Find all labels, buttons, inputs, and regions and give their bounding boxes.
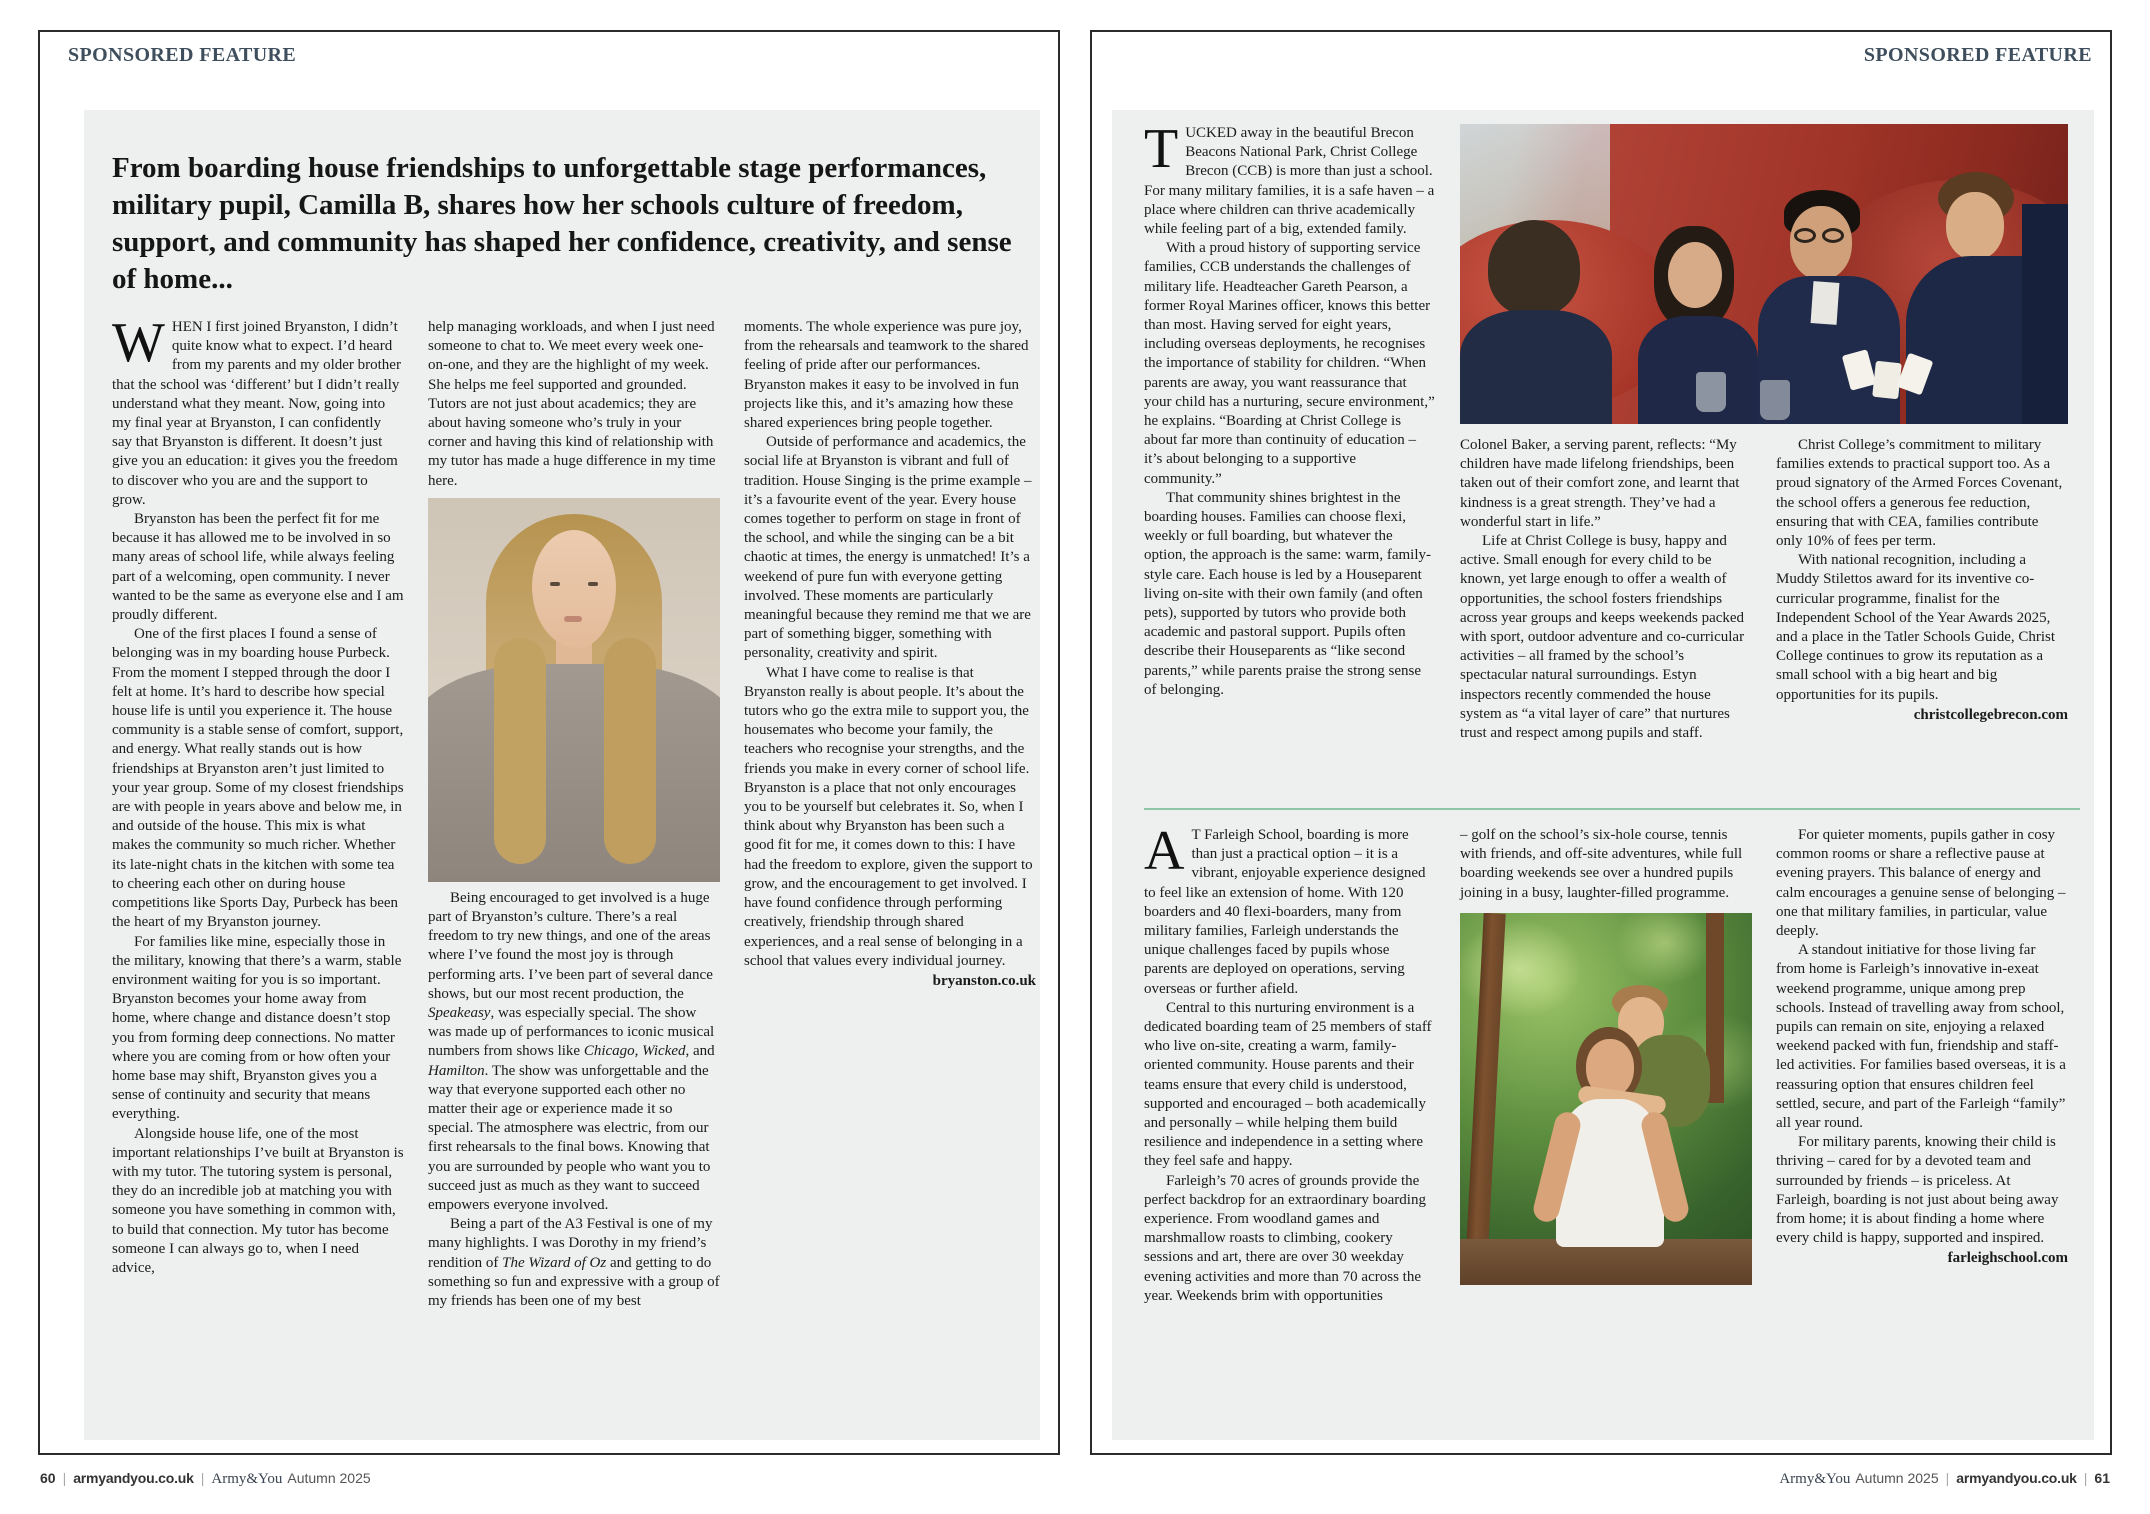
dropcap-letter: W [112, 312, 165, 374]
photo-hair-front-right [604, 638, 656, 864]
magazine-website: armyandyou.co.uk [1956, 1470, 2077, 1486]
farleigh-column-1 [1144, 820, 1436, 1306]
text-run: Being a part of the A3 Festival is one of my many highlights. I was Dorothy in my friend’s rendition of [428, 1216, 713, 1271]
footer-separator: | [200, 1470, 205, 1486]
body-paragraph: moments. The whole experience was pure joy, from the rehearsals and teamwork to the shared feeling of pride after our performances. Bryanston makes it easy to be involved in fun projects like this, and it’s amazing how these shared experiences bring people together. [744, 319, 1029, 432]
text-run: , and [685, 1043, 715, 1060]
photo-glasses-frame-left [1794, 228, 1816, 243]
photo-pupil-back-of-head [1488, 220, 1580, 316]
photo-face [532, 530, 616, 648]
ccb-column-1 [1144, 118, 1436, 796]
ccb-column-2 [1460, 436, 1752, 743]
body-paragraph: Central to this nurturing environment is a dedicated boarding team of 25 members of staff who live on-site, creating a warm, family-oriented community. House parents and their teams ensure that every child is understood, supported and encouraged – both academically and personally – while helping them build resilience and independence in a setting where they feel safe and happy. [1144, 999, 1432, 1170]
body-paragraph [112, 312, 404, 510]
article-columns [112, 312, 1040, 1311]
sponsored-feature-kicker: SPONSORED FEATURE [68, 44, 297, 66]
ccb-photo-and-columns [1460, 124, 2068, 796]
bryanston-article-panel [84, 110, 1040, 1440]
ccb-lower-columns [1460, 436, 2068, 743]
italic-text-run: Speakeasy [428, 1005, 491, 1022]
bryanston-website: bryanston.co.uk [932, 972, 1036, 989]
article-headline: From boarding house friendships to unforgettable stage performances, military pupil, Camilla B, shares how her schools culture of freedom, support, and community has shaped her confidence, creativity, and sense of home... [112, 152, 1012, 295]
text-run: , [634, 1043, 643, 1060]
photo-pupil-right-face [1946, 192, 2004, 260]
ccb-column-3 [1776, 436, 2068, 743]
issue-label: Autumn 2025 [287, 1470, 371, 1486]
photo-lips [564, 616, 582, 622]
body-paragraph: Outside of performance and academics, the social life at Bryanston is vibrant and full of tradition. House Singing is the prime example – it’s a favourite event of the year. Every house comes together to perform on stage in front of the school, and while the singing can be a bit chaotic at times, the energy is unmatched! It’s a weekend of pure fun with everyone getting involved. These moments are particularly meaningful because they remind me that we are part of something bigger, something with personality, creativity and spirit. [744, 434, 1032, 662]
magazine-website: armyandyou.co.uk [73, 1470, 194, 1486]
body-paragraph [428, 1215, 720, 1311]
magazine-brand: Army&You [1779, 1471, 1851, 1487]
photo-hair-front-left [494, 638, 546, 864]
photo-pupil-girl-face [1668, 242, 1722, 308]
body-paragraph: Christ College’s commitment to military families extends to practical support too. As a proud signatory of the Armed Forces Covenant, the school offers a generous fee reduction, ensuring that with CEA, families contribute only 10% of fees per term. [1776, 437, 2063, 550]
body-paragraph: With national recognition, including a Muddy Stilettos award for its inventive co-curricular programme, finalist for the Independent School of the Year Awards 2025, and a place in the Tatler Schools Guide, Christ College continues to grow its reputation as a small school with a big heart and big opportunities for its pupils. [1776, 552, 2056, 703]
italic-text-run: The Wizard of Oz [502, 1254, 607, 1271]
issue-label: Autumn 2025 [1855, 1470, 1939, 1486]
photo-pupil-far-right-blazer [2022, 204, 2068, 424]
body-paragraph: For families like mine, especially those in the military, knowing that there’s a warm, stable environment waiting for you is so important. Bryanston becomes your home away from home, where change and distance doesn’t stop you from forming deep connections. No matter where you are coming from or how often your home base may shift, Bryanston gives you a sense of continuity and security that means everything. [112, 933, 402, 1123]
column-1 [112, 312, 404, 1311]
dropcap-letter: T [1144, 118, 1179, 180]
body-paragraph: Alongside house life, one of the most important relationships I’ve built at Bryanston is with my tutor. The tutoring system is personal, they do an incredible job at matching you with someone you have something in common with, to build that connection. My tutor has become someone I can always go to, when I need advice, [112, 1125, 404, 1276]
magazine-page-right [1090, 30, 2112, 1455]
farleigh-piggyback-photo [1460, 913, 1752, 1285]
text-run: . The show was unforgettable and the way that everyone supported each other no matter their age or experience made it so special. The atmosphere was electric, from our first rehearsals to the final bows. Knowing that you are surrounded by people who want you to succeed just as much as they want to succeed empowers everyone involved. [428, 1062, 711, 1214]
text-run: Being encouraged to get involved is a huge part of Bryanston’s culture. There’s a real freedom to try new things, and one of the areas where I’ve found the most joy is through performing arts. I’ve been part of several dance shows, but our most recent production, the [428, 889, 713, 1002]
italic-text-run: Chicago [583, 1043, 635, 1060]
photo-glasses-frame-right [1822, 228, 1844, 243]
sponsored-feature-kicker: SPONSORED FEATURE [1863, 44, 2092, 66]
body-paragraph: That community shines brightest in the boarding houses. Families can choose flexi, weekly or full boarding, but whatever the option, the approach is the same: warm, family-style care. Each house is led by a Houseparent living on-site with their own family (and often pets), supported by tutors who provide both academic and pastoral support. Pupils often describe their Houseparents as “like second parents,” while parents praise the strong sense of belonging. [1144, 489, 1431, 698]
dropcap-letter: A [1144, 820, 1185, 882]
body-paragraph: Farleigh’s 70 acres of grounds provide the perfect backdrop for an extraordinary boarding experience. From woodland games and marshmallow roasts to climbing, cookery sessions and art, there are over 30 weekday evening activities and more than 70 across the year. Weekends brim with opportunities [1144, 1172, 1426, 1304]
body-paragraph: A standout initiative for those living far from home is Farleigh’s innovative in-exeat weekend programme, unique among prep schools. Instead of travelling away from school, pupils can remain on site, enjoying a relaxed weekend packed with fun, friendship and staff-led activities. For families based overseas, it is a reassuring option that ensures children feel settled, secure, and part of the Farleigh “family” all year round. [1776, 942, 2066, 1132]
body-paragraph [428, 889, 720, 1215]
article-divider-rule [1144, 808, 2080, 810]
body-paragraph: For military parents, knowing their child is thriving – cared for by a devoted team and surrounded by friends – is priceless. At Farleigh, boarding is not just about being away from home; it is about finding a home where every child is happy, supported and inspired. [1776, 1134, 2059, 1247]
body-paragraph: Colonel Baker, a serving parent, reflects: “My children have made lifelong friendships, been taken out of their comfort zone, and learnt that kindness is a great strength. They’ve had a wonderful start in life.” [1460, 437, 1740, 530]
farleigh-website: farleighschool.com [1947, 1250, 2068, 1267]
ccb-pupils-cards-photo [1460, 124, 2068, 424]
italic-text-run: Wicked [642, 1043, 686, 1060]
photo-drink-glass-2 [1760, 380, 1790, 420]
photo-eye-left [550, 582, 560, 586]
body-paragraph: Bryanston has been the perfect fit for me because it has allowed me to be involved in so many areas of school life, while always feeling part of a welcoming, open community. I never wanted to be the same as everyone else and I am proudly different. [112, 511, 404, 624]
magazine-brand: Army&You [211, 1471, 283, 1487]
schools-articles-panel [1112, 110, 2094, 1440]
body-paragraph: – golf on the school’s six-hole course, tennis with friends, and off-site adventures, while full boarding weekends see over a hundred pupils joining in a busy, laughter-filled programme. [1460, 827, 1743, 901]
ccb-article [1144, 118, 2094, 796]
body-paragraph: What I have come to realise is that Bryanston really is about people. It’s about the tutors who go the extra mile to support you, the housemates who become your family, the teachers who recognise your strengths, and the friends you make in every corner of school life. Bryanston is a place that not only encourages you to be yourself but celebrates it. So, when I think about why Bryanston has been such a good fit for me, it comes down to this: I have had the freedom to explore, given the support to grow, and the encouragement to get involved. I have found confidence through performing creatively, friendship through shared experiences, and a real sense of belonging in a school that values every individual journey. [744, 664, 1033, 969]
body-paragraph: Life at Christ College is busy, happy and active. Small enough for every child to be known, yet large enough to offer a wealth of opportunities, the school fosters friendships across year groups and keeps weekends packed with sport, outdoor adventure and co-curricular activities – all framed by the school’s spectacular natural surroundings. Estyn inspectors recently commended the house system as “a vital layer of care” that nurtures trust and respect among pupils and staff. [1460, 533, 1745, 742]
body-paragraph [1144, 118, 1436, 239]
footer-separator: | [2083, 1470, 2088, 1486]
farleigh-column-3 [1776, 826, 2068, 1306]
photo-pupil-glasses-face [1790, 206, 1852, 280]
footer-separator: | [1945, 1470, 1950, 1486]
body-paragraph: With a proud history of supporting service families, CCB understands the challenges of military life. Headteacher Gareth Pearson, a former Royal Marines officer, knows this better than most. Having served for eight years, including overseas deployments, he recognises the importance of stability for children. “When parents are away, you want reassurance that your child has a nurturing, secure environment,” he explains. “Boarding at Christ College is about far more than continuity of education – it’s about belonging to a supportive community.” [1144, 240, 1435, 487]
body-paragraph: For quieter moments, pupils gather in cosy common rooms or share a reflective pause at evening prayers. This balance of energy and calm encourages a genuine sense of belonging – one that military families, in particular, value deeply. [1776, 827, 2066, 940]
page-number: 60 [40, 1470, 56, 1486]
photo-pupil-left-shoulders [1460, 310, 1612, 424]
italic-text-run: Hamilton [428, 1062, 485, 1079]
photo-drink-glass-1 [1696, 372, 1726, 412]
photo-wood-post-left [1464, 913, 1505, 1285]
farleigh-article [1144, 820, 2094, 1306]
right-page-footer [1779, 1470, 2110, 1488]
page-number: 61 [2094, 1470, 2110, 1486]
photo-white-shirt [1811, 281, 1840, 325]
body-paragraph [1144, 820, 1436, 999]
text-run: HEN I first joined Bryanston, I didn’t quite know what to expect. I’d heard from my parents and my older brother that the school was ‘different’ but I didn’t really understand what they meant. Now, going into my final year at Bryanston, I can confidently say that Bryanston is different. It doesn’t just give you an education: it gives you the freedom to discover who you are and the support to grow. [112, 319, 401, 508]
column-2 [428, 318, 720, 1311]
body-paragraph: One of the first places I found a sense of belonging was in my boarding house Purbeck. From the moment I stepped through the door I felt at home. It’s hard to describe how special house life is until you experience it. The house community is a stable sense of comfort, support, and energy. What really stands out is how friendships at Bryanston aren’t just limited to your year group. Some of my closest friendships are with people in years above and below me, in and outside of the house. This mix is what makes the community so much richer. Whether its late-night chats in the kitchen with some tea to cheering each other on during house competitions like Sports Day, Purbeck has been the heart of my Bryanston journey. [112, 626, 404, 931]
magazine-page-left [38, 30, 1060, 1455]
ccb-website: christcollegebrecon.com [1913, 706, 2068, 723]
left-page-footer [40, 1470, 371, 1488]
text-run: UCKED away in the beautiful Brecon Beacons National Park, Christ College Brecon (CCB) is more than just a school. For many military families, it is a safe haven – a place where children can thrive academically while feeling part of a big, extended family. [1144, 125, 1435, 238]
text-run: and getting to do something so fun and expressive with a group of my friends has been one of my best [428, 1254, 720, 1310]
text-run: , was especially special. The show was made up of performances to iconic musical numbers from shows like [428, 1005, 715, 1060]
text-run: T Farleigh School, boarding is more than just a practical option – it is a vibrant, enjoyable experience designed to feel like an extension of home. With 120 boarders and 40 flexi-boarders, many from military families, Farleigh understands the unique challenges faced by pupils whose parents are deployed on operations, serving overseas or further afield. [1144, 827, 1426, 997]
farleigh-column-2 [1460, 826, 1752, 1306]
photo-playing-card-2 [1872, 361, 1902, 400]
body-paragraph: help managing workloads, and when I just need someone to chat to. We meet every week one-on-one, and they are the highlight of my week. She helps me feel supported and grounded. Tutors are not just about academics; they are about having someone who’s truly in your corner and having this kind of relationship with my tutor has made a huge difference in my time here. [428, 319, 716, 489]
column-3 [744, 318, 1036, 1311]
camilla-portrait-photo [428, 498, 720, 882]
photo-eye-right [588, 582, 598, 586]
footer-separator: | [62, 1470, 67, 1486]
photo-sweater [428, 664, 720, 882]
